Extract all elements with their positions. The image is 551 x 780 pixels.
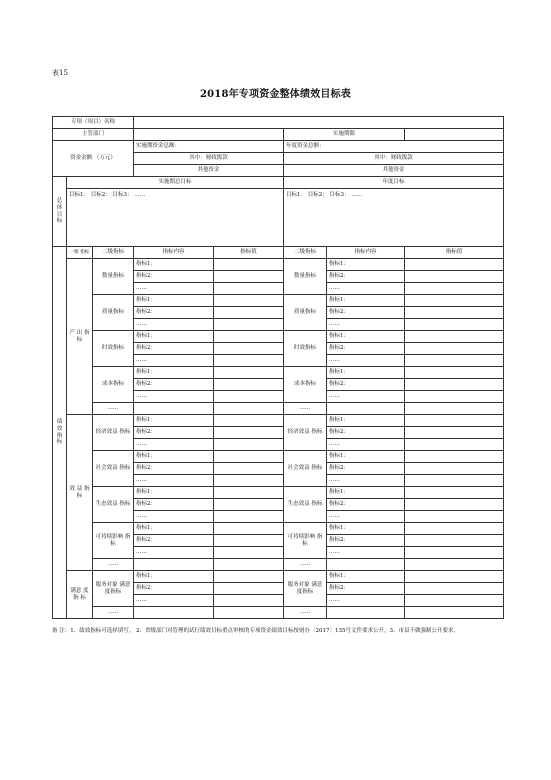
indicator-value[interactable] bbox=[214, 403, 284, 415]
indicator-value[interactable] bbox=[214, 379, 284, 391]
level2-label-annual: 时效指标 bbox=[284, 331, 327, 367]
indicator-value[interactable] bbox=[214, 475, 284, 487]
indicator-content[interactable]: …… bbox=[134, 319, 214, 331]
indicator-content-annual[interactable]: 指标1： bbox=[327, 295, 405, 307]
indicator-value-annual[interactable] bbox=[405, 487, 504, 499]
level2-tail-annual[interactable]: …… bbox=[284, 403, 327, 415]
level2-label: 成本指标 bbox=[93, 367, 134, 403]
indicator-value-annual[interactable] bbox=[405, 535, 504, 547]
indicator-value-annual[interactable] bbox=[405, 523, 504, 535]
level2-tail[interactable]: …… bbox=[93, 403, 134, 415]
level2-label-annual: 社会效益 指标 bbox=[284, 451, 327, 487]
page-title: 2018年专项资金整体绩效目标表 bbox=[199, 89, 352, 100]
indicator-value[interactable] bbox=[214, 487, 284, 499]
indicator-value-annual[interactable] bbox=[405, 319, 504, 331]
indicator-content-annual[interactable]: …… bbox=[327, 595, 405, 607]
level2-tail[interactable]: …… bbox=[93, 607, 134, 619]
indicator-content-annual[interactable]: 指标2： bbox=[327, 307, 405, 319]
indicator-value[interactable] bbox=[214, 547, 284, 559]
indicator-value-annual[interactable] bbox=[405, 595, 504, 607]
table-row bbox=[53, 295, 504, 307]
indicator-content-annual[interactable]: 指标2： bbox=[327, 343, 405, 355]
indicator-content[interactable]: 指标2： bbox=[134, 343, 214, 355]
indicator-value[interactable] bbox=[214, 499, 284, 511]
indicator-content[interactable]: …… bbox=[134, 547, 214, 559]
indicator-value[interactable] bbox=[214, 451, 284, 463]
indicator-content-annual[interactable]: 指标1： bbox=[327, 571, 405, 583]
indicator-value-annual[interactable] bbox=[405, 403, 504, 415]
indicator-content-annual[interactable] bbox=[327, 559, 405, 571]
indicator-content-annual[interactable]: …… bbox=[327, 439, 405, 451]
indicator-content[interactable]: …… bbox=[134, 595, 214, 607]
indicator-content-annual[interactable]: …… bbox=[327, 547, 405, 559]
indicator-value-annual[interactable] bbox=[405, 391, 504, 403]
col-content-annual: 指标内容 bbox=[327, 247, 405, 259]
table-row bbox=[53, 415, 504, 427]
indicator-value-annual[interactable] bbox=[405, 283, 504, 295]
indicator-content[interactable]: 指标2： bbox=[134, 379, 214, 391]
col-value: 指标值 bbox=[214, 247, 284, 259]
level2-tail[interactable]: …… bbox=[93, 559, 134, 571]
indicator-content-annual[interactable]: 指标2： bbox=[327, 499, 405, 511]
indicator-value[interactable] bbox=[214, 343, 284, 355]
indicator-content[interactable]: 指标1： bbox=[134, 487, 214, 499]
level2-label: 生态效益 指标 bbox=[93, 487, 134, 523]
indicator-value-annual[interactable] bbox=[405, 331, 504, 343]
indicator-value-annual[interactable] bbox=[405, 343, 504, 355]
indicator-content[interactable]: 指标1： bbox=[134, 331, 214, 343]
performance-target-table bbox=[52, 116, 503, 615]
indicator-content-annual[interactable]: 指标2： bbox=[327, 583, 405, 595]
indicator-content-annual[interactable]: …… bbox=[327, 511, 405, 523]
col-level2: 二级指标 bbox=[93, 247, 134, 259]
indicator-content[interactable]: 指标1： bbox=[134, 451, 214, 463]
level2-label-annual: 质量指标 bbox=[284, 295, 327, 331]
indicator-content-annual[interactable]: 指标2： bbox=[327, 427, 405, 439]
indicator-content-annual[interactable]: 指标1： bbox=[327, 415, 405, 427]
project-name-field[interactable] bbox=[134, 117, 504, 129]
indicator-content[interactable]: …… bbox=[134, 391, 214, 403]
indicator-value-annual[interactable] bbox=[405, 571, 504, 583]
indicator-value-annual[interactable] bbox=[405, 559, 504, 571]
table-row bbox=[53, 559, 504, 571]
indicator-value-annual[interactable] bbox=[405, 271, 504, 283]
fund-amount-label: 资金金额 （万元） bbox=[53, 141, 134, 177]
table-row bbox=[53, 451, 504, 463]
indicator-content[interactable] bbox=[134, 403, 214, 415]
table-number: 表15 bbox=[52, 69, 68, 77]
indicator-value-annual[interactable] bbox=[405, 379, 504, 391]
indicator-value[interactable] bbox=[214, 259, 284, 271]
table-row bbox=[53, 331, 504, 343]
indicator-content[interactable]: 指标2： bbox=[134, 499, 214, 511]
indicator-value[interactable] bbox=[214, 535, 284, 547]
indicator-content-annual[interactable]: 指标2： bbox=[327, 463, 405, 475]
indicator-value-annual[interactable] bbox=[405, 427, 504, 439]
level2-label: 时效指标 bbox=[93, 331, 134, 367]
indicator-content-annual[interactable]: 指标2： bbox=[327, 535, 405, 547]
indicator-content[interactable]: …… bbox=[134, 355, 214, 367]
indicator-value[interactable] bbox=[214, 307, 284, 319]
indicator-content[interactable]: 指标1： bbox=[134, 295, 214, 307]
impl-total-field[interactable]: 实施期资金总额： bbox=[134, 141, 284, 153]
level2-label-annual: 服务对象 满意度指标 bbox=[284, 571, 327, 607]
indicator-content[interactable] bbox=[134, 607, 214, 619]
indicator-value-annual[interactable] bbox=[405, 463, 504, 475]
level2-label: 数量指标 bbox=[93, 259, 134, 295]
indicator-value-annual[interactable] bbox=[405, 415, 504, 427]
indicator-content[interactable]: 指标1： bbox=[134, 415, 214, 427]
indicator-value[interactable] bbox=[214, 271, 284, 283]
indicator-value[interactable] bbox=[214, 559, 284, 571]
indicator-value[interactable] bbox=[214, 439, 284, 451]
level2-label: 经济效益 指标 bbox=[93, 415, 134, 451]
indicator-value[interactable] bbox=[214, 355, 284, 367]
indicator-value-annual[interactable] bbox=[405, 259, 504, 271]
level2-tail-annual[interactable]: …… bbox=[284, 607, 327, 619]
indicator-content-annual[interactable]: 指标1： bbox=[327, 331, 405, 343]
table-row bbox=[53, 403, 504, 415]
indicator-value[interactable] bbox=[214, 571, 284, 583]
indicator-value-annual[interactable] bbox=[405, 475, 504, 487]
level1-label: 效 益 指 标 bbox=[67, 415, 93, 571]
indicator-value[interactable] bbox=[214, 523, 284, 535]
indicator-value-annual[interactable] bbox=[405, 583, 504, 595]
indicator-content-annual[interactable]: …… bbox=[327, 475, 405, 487]
indicator-value-annual[interactable] bbox=[405, 307, 504, 319]
indicator-value-annual[interactable] bbox=[405, 439, 504, 451]
indicator-value[interactable] bbox=[214, 511, 284, 523]
indicator-content[interactable]: …… bbox=[134, 439, 214, 451]
footnote: 备 注：1、绩效指标可选择填写。 2、省级部门对管理的试行绩效目标重点审核的专项资金绩效目标按财办〔2017〕135号文件要求公开。3、市县不做强制公开要求。 bbox=[52, 628, 459, 634]
indicator-content-annual[interactable] bbox=[327, 403, 405, 415]
indicator-content-annual[interactable]: 指标1： bbox=[327, 367, 405, 379]
indicator-content[interactable]: 指标2： bbox=[134, 463, 214, 475]
col-content: 指标内容 bbox=[134, 247, 214, 259]
table-row bbox=[53, 367, 504, 379]
level2-label: 服务对象 满意度指标 bbox=[93, 571, 134, 607]
indicator-value[interactable] bbox=[214, 607, 284, 619]
indicator-value[interactable] bbox=[214, 595, 284, 607]
indicator-content-annual[interactable]: …… bbox=[327, 391, 405, 403]
level2-label: 社会效益 指标 bbox=[93, 451, 134, 487]
indicator-value[interactable] bbox=[214, 295, 284, 307]
indicator-content[interactable]: 指标2： bbox=[134, 307, 214, 319]
indicator-content-annual[interactable]: …… bbox=[327, 319, 405, 331]
indicator-content-annual[interactable]: …… bbox=[327, 355, 405, 367]
indicator-content[interactable]: 指标1： bbox=[134, 367, 214, 379]
indicator-value[interactable] bbox=[214, 415, 284, 427]
indicator-value-annual[interactable] bbox=[405, 511, 504, 523]
col-level1: 一级 指标 bbox=[67, 247, 93, 259]
indicator-content-annual[interactable]: 指标1： bbox=[327, 259, 405, 271]
dept-field[interactable] bbox=[134, 129, 284, 141]
indicator-content-annual[interactable]: 指标1： bbox=[327, 451, 405, 463]
indicator-content[interactable]: 指标2： bbox=[134, 535, 214, 547]
indicator-content[interactable]: …… bbox=[134, 475, 214, 487]
dept-label: 主管部门 bbox=[53, 129, 134, 141]
period-field[interactable] bbox=[405, 129, 504, 141]
indicator-content[interactable]: 指标2： bbox=[134, 427, 214, 439]
indicator-content-annual[interactable]: 指标2： bbox=[327, 271, 405, 283]
indicator-value-annual[interactable] bbox=[405, 607, 504, 619]
indicator-content[interactable] bbox=[134, 559, 214, 571]
indicator-content-annual[interactable]: 指标1： bbox=[327, 487, 405, 499]
indicator-content-annual[interactable]: 指标2： bbox=[327, 379, 405, 391]
indicator-content[interactable]: 指标1： bbox=[134, 259, 214, 271]
indicator-content-annual[interactable] bbox=[327, 607, 405, 619]
indicator-content[interactable]: 指标2： bbox=[134, 271, 214, 283]
level2-label-annual: 经济效益 指标 bbox=[284, 415, 327, 451]
table-row bbox=[53, 487, 504, 499]
level2-label-annual: 成本指标 bbox=[284, 367, 327, 403]
indicator-content[interactable]: 指标1： bbox=[134, 523, 214, 535]
indicator-content[interactable]: 指标1： bbox=[134, 571, 214, 583]
table-row bbox=[53, 259, 504, 271]
level1-label: 满意 度指 标 bbox=[67, 571, 93, 619]
indicator-content[interactable]: 指标2： bbox=[134, 583, 214, 595]
level1-label: 产 出 指 标 bbox=[67, 259, 93, 415]
indicator-value[interactable] bbox=[214, 331, 284, 343]
indicator-value-annual[interactable] bbox=[405, 295, 504, 307]
indicator-value[interactable] bbox=[214, 283, 284, 295]
indicator-value[interactable] bbox=[214, 427, 284, 439]
indicator-content-annual[interactable]: 指标1： bbox=[327, 523, 405, 535]
col-level2-annual: 二级指标 bbox=[284, 247, 327, 259]
impl-goal-header: 实施期总目标 bbox=[67, 177, 284, 189]
indicator-value-annual[interactable] bbox=[405, 367, 504, 379]
level2-label-annual: 可持续影响 指标 bbox=[284, 523, 327, 559]
indicator-value-annual[interactable] bbox=[405, 355, 504, 367]
level2-label-annual: 数量指标 bbox=[284, 259, 327, 295]
overall-goal-side-label: 总 体 目 标 bbox=[53, 177, 67, 247]
indicator-value[interactable] bbox=[214, 391, 284, 403]
indicator-side-label: 绩 效 指 标 bbox=[53, 247, 67, 619]
indicator-value-annual[interactable] bbox=[405, 451, 504, 463]
annual-other-field[interactable]: 其他资金 bbox=[284, 165, 504, 177]
annual-goal-text[interactable]: 目标1： 目标2： 目标3： …… bbox=[284, 189, 504, 247]
indicator-content[interactable]: …… bbox=[134, 511, 214, 523]
table-row bbox=[53, 523, 504, 535]
project-name-label: 专项（项目）名称 bbox=[53, 117, 134, 129]
indicator-value-annual[interactable] bbox=[405, 499, 504, 511]
table-row bbox=[53, 607, 504, 619]
level2-tail-annual[interactable]: …… bbox=[284, 559, 327, 571]
indicator-value[interactable] bbox=[214, 319, 284, 331]
level2-label: 可持续影响 指标 bbox=[93, 523, 134, 559]
indicator-value[interactable] bbox=[214, 583, 284, 595]
impl-fiscal-field[interactable]: 其中：财政拨款 bbox=[134, 153, 284, 165]
annual-goal-header: 年度目标 bbox=[284, 177, 504, 189]
col-value-annual: 指标值 bbox=[405, 247, 504, 259]
indicator-value[interactable] bbox=[214, 367, 284, 379]
table-row bbox=[53, 571, 504, 583]
indicator-value-annual[interactable] bbox=[405, 547, 504, 559]
level2-label: 质量指标 bbox=[93, 295, 134, 331]
level2-label-annual: 生态效益 指标 bbox=[284, 487, 327, 523]
indicator-value[interactable] bbox=[214, 463, 284, 475]
indicator-content-annual[interactable]: …… bbox=[327, 283, 405, 295]
impl-goal-text[interactable]: 目标1： 目标2： 目标3： …… bbox=[67, 189, 284, 247]
impl-other-field[interactable]: 其他资金 bbox=[134, 165, 284, 177]
indicator-content[interactable]: …… bbox=[134, 283, 214, 295]
annual-total-field[interactable]: 年度资金总额： bbox=[284, 141, 504, 153]
annual-fiscal-field[interactable]: 其中：财政拨款 bbox=[284, 153, 504, 165]
period-label: 实施期限 bbox=[284, 129, 405, 141]
